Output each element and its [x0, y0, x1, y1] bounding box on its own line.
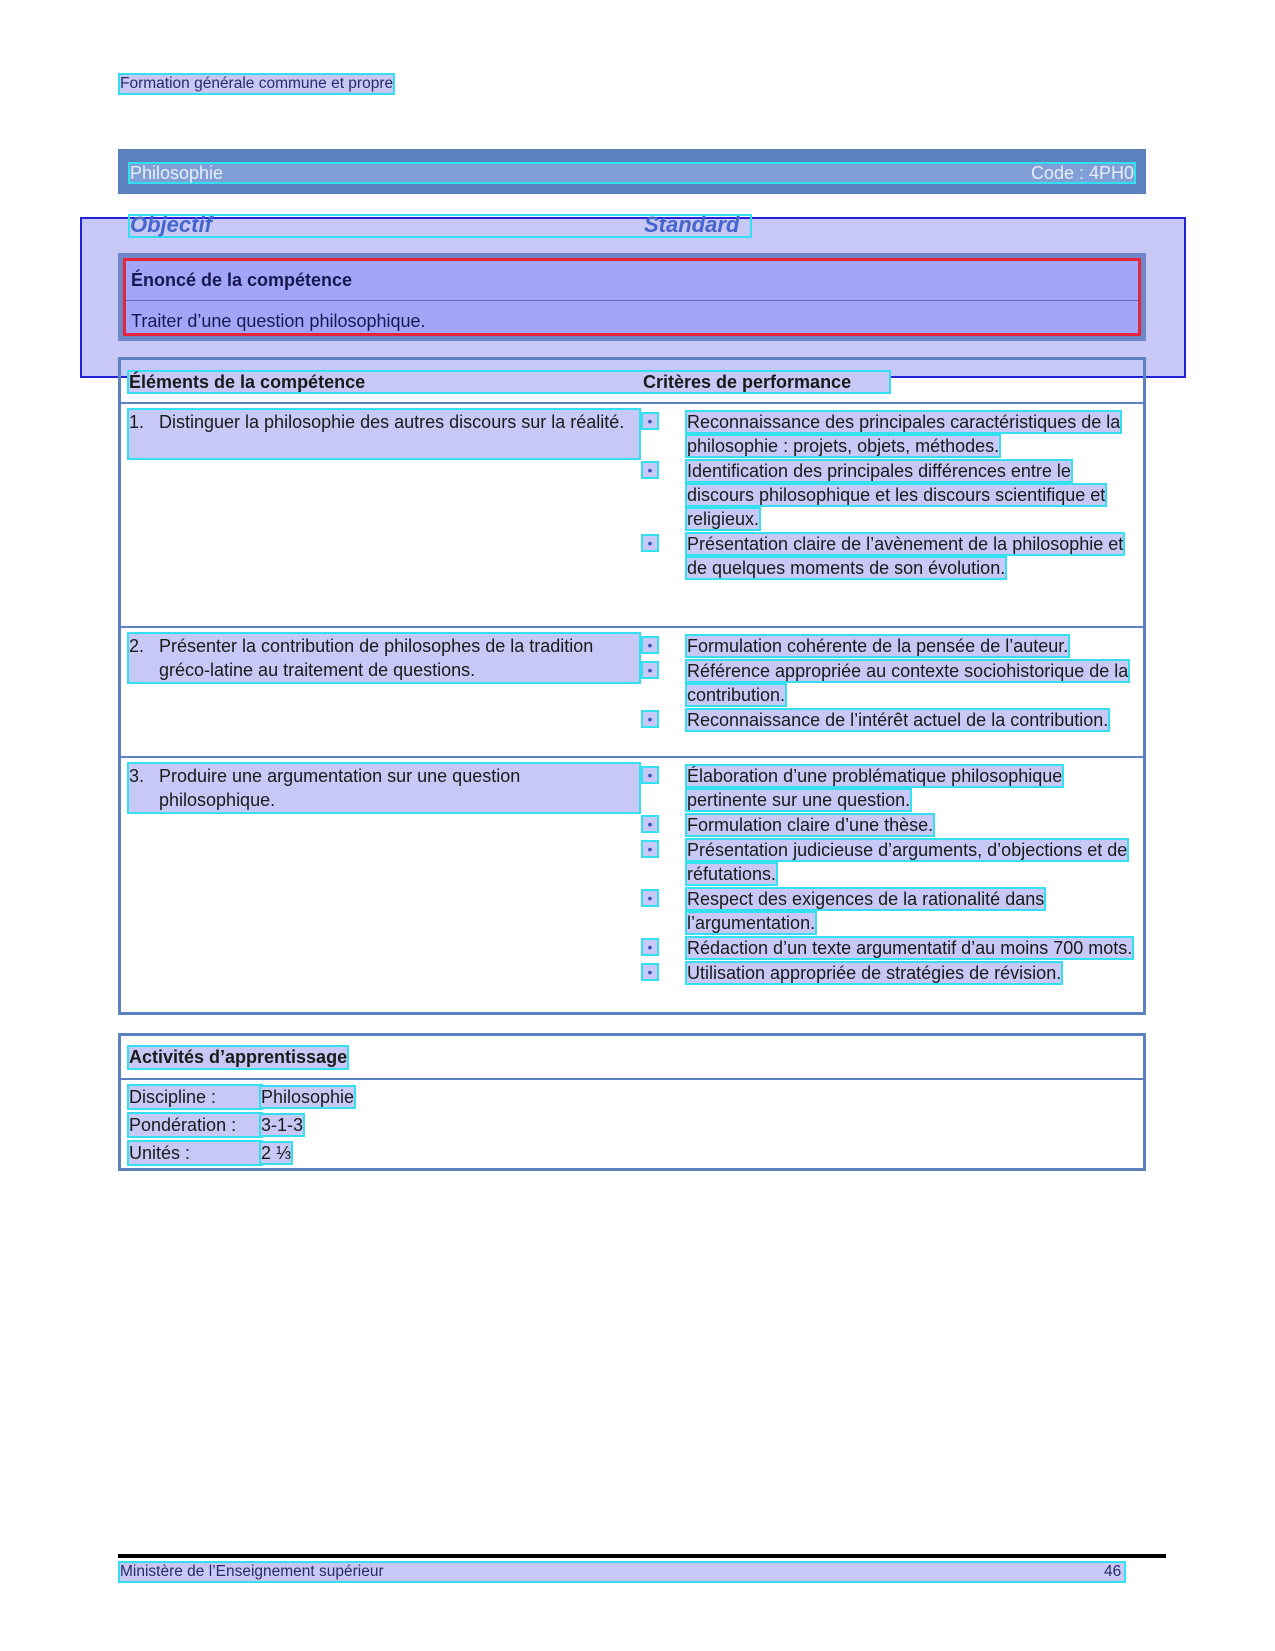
competence-statement-box [123, 258, 1141, 336]
list-item [643, 887, 1133, 935]
list-item [643, 459, 1133, 531]
table-row-element [129, 764, 629, 812]
element-text: Présenter la contribution de philosophes de la tradition gréco-latine au traitement de questions. [159, 636, 594, 680]
criterion-text: Présentation judicieuse d’arguments, d’objections et de réfutations. [687, 840, 1128, 884]
learning-activities-table [118, 1033, 1146, 1171]
bullet-icon: • [643, 965, 657, 979]
running-header: Formation générale commune et propre [120, 75, 394, 92]
competence-statement-title: Énoncé de la compétence [131, 270, 353, 290]
element-number: 2. [129, 636, 145, 656]
weighting-label: Pondération : [129, 1114, 261, 1136]
footer-ministry: Ministère de l’Enseignement supérieur [120, 1563, 384, 1580]
competence-elements-table [118, 357, 1146, 1015]
bullet-icon: • [643, 817, 657, 831]
list-item [643, 838, 1133, 886]
criterion-text: Respect des exigences de la rationalité dans l’argumentation. [687, 889, 1045, 933]
discipline-label: Discipline : [129, 1086, 261, 1108]
course-title-row [130, 164, 1134, 182]
col-header-elements: Éléments de la compétence [129, 372, 366, 392]
bullet-icon: • [643, 536, 657, 550]
footer-rule [118, 1554, 1166, 1558]
criterion-text: Utilisation appropriée de stratégies de révision. [687, 963, 1062, 983]
bullet-icon: • [643, 712, 657, 726]
element-text: Produire une argumentation sur une question philosophique. [159, 766, 521, 810]
criterion-text: Reconnaissance des principales caractéristiques de la philosophie : projets, objets, méthodes. [687, 412, 1121, 456]
units-value: 2 ⅓ [261, 1143, 292, 1163]
row-divider [121, 402, 1143, 404]
criteria-list [643, 634, 1133, 733]
objective-label: Objectif [130, 212, 212, 237]
list-item [643, 634, 1133, 658]
criterion-text: Présentation claire de l’avènement de la philosophie et de quelques moments de son évolution. [687, 534, 1124, 578]
list-item [643, 936, 1133, 960]
activities-divider [121, 1078, 1143, 1080]
bullet-icon: • [643, 891, 657, 905]
course-code: Code : 4PH0 [1030, 163, 1134, 183]
row-divider [121, 756, 1143, 758]
element-text: Distinguer la philosophie des autres discours sur la réalité. [159, 412, 625, 432]
table-row-element [129, 634, 629, 682]
course-title-bar [118, 149, 1146, 194]
competence-statement-text: Traiter d’une question philosophique. [131, 311, 426, 331]
competence-statement-frame [118, 253, 1146, 341]
bullet-icon: • [643, 663, 657, 677]
weighting-row [129, 1114, 303, 1136]
bullet-icon: • [643, 940, 657, 954]
list-item [643, 813, 1133, 837]
criterion-text: Référence appropriée au contexte sociohistorique de la contribution. [687, 661, 1129, 705]
list-item [643, 708, 1133, 732]
bullet-icon: • [643, 768, 657, 782]
list-item [643, 659, 1133, 707]
col-header-criteria: Critères de performance [643, 372, 852, 392]
weighting-value: 3-1-3 [261, 1115, 304, 1135]
units-label: Unités : [129, 1142, 261, 1164]
units-row [129, 1142, 291, 1164]
bullet-icon: • [643, 463, 657, 477]
criterion-text: Identification des principales différences entre le discours philosophique et les discours scientifique et religieux. [687, 461, 1106, 529]
list-item [643, 410, 1133, 458]
criterion-text: Rédaction d’un texte argumentatif d’au moins 700 mots. [687, 938, 1133, 958]
table-row-element [129, 410, 629, 434]
criteria-list [643, 764, 1133, 986]
bullet-icon: • [643, 638, 657, 652]
row-divider [121, 626, 1143, 628]
element-number: 1. [129, 412, 145, 432]
course-name: Philosophie [130, 163, 224, 183]
element-number: 3. [129, 766, 145, 786]
bullet-icon: • [643, 414, 657, 428]
criterion-text: Reconnaissance de l’intérêt actuel de la contribution. [687, 710, 1109, 730]
criterion-text: Formulation cohérente de la pensée de l’auteur. [687, 636, 1069, 656]
bullet-icon: • [643, 842, 657, 856]
criterion-text: Formulation claire d’une thèse. [687, 815, 934, 835]
standard-label: Standard [644, 212, 740, 237]
discipline-value: Philosophie [261, 1087, 355, 1107]
discipline-row [129, 1086, 354, 1108]
list-item [643, 961, 1133, 985]
list-item [643, 764, 1133, 812]
criteria-list [643, 410, 1133, 581]
activities-title: Activités d’apprentissage [129, 1047, 348, 1067]
list-item [643, 532, 1133, 580]
criterion-text: Élaboration d’une problématique philosophique pertinente sur une question. [687, 766, 1063, 810]
page-number: 46 [1104, 1563, 1122, 1580]
statement-divider [126, 300, 1138, 301]
